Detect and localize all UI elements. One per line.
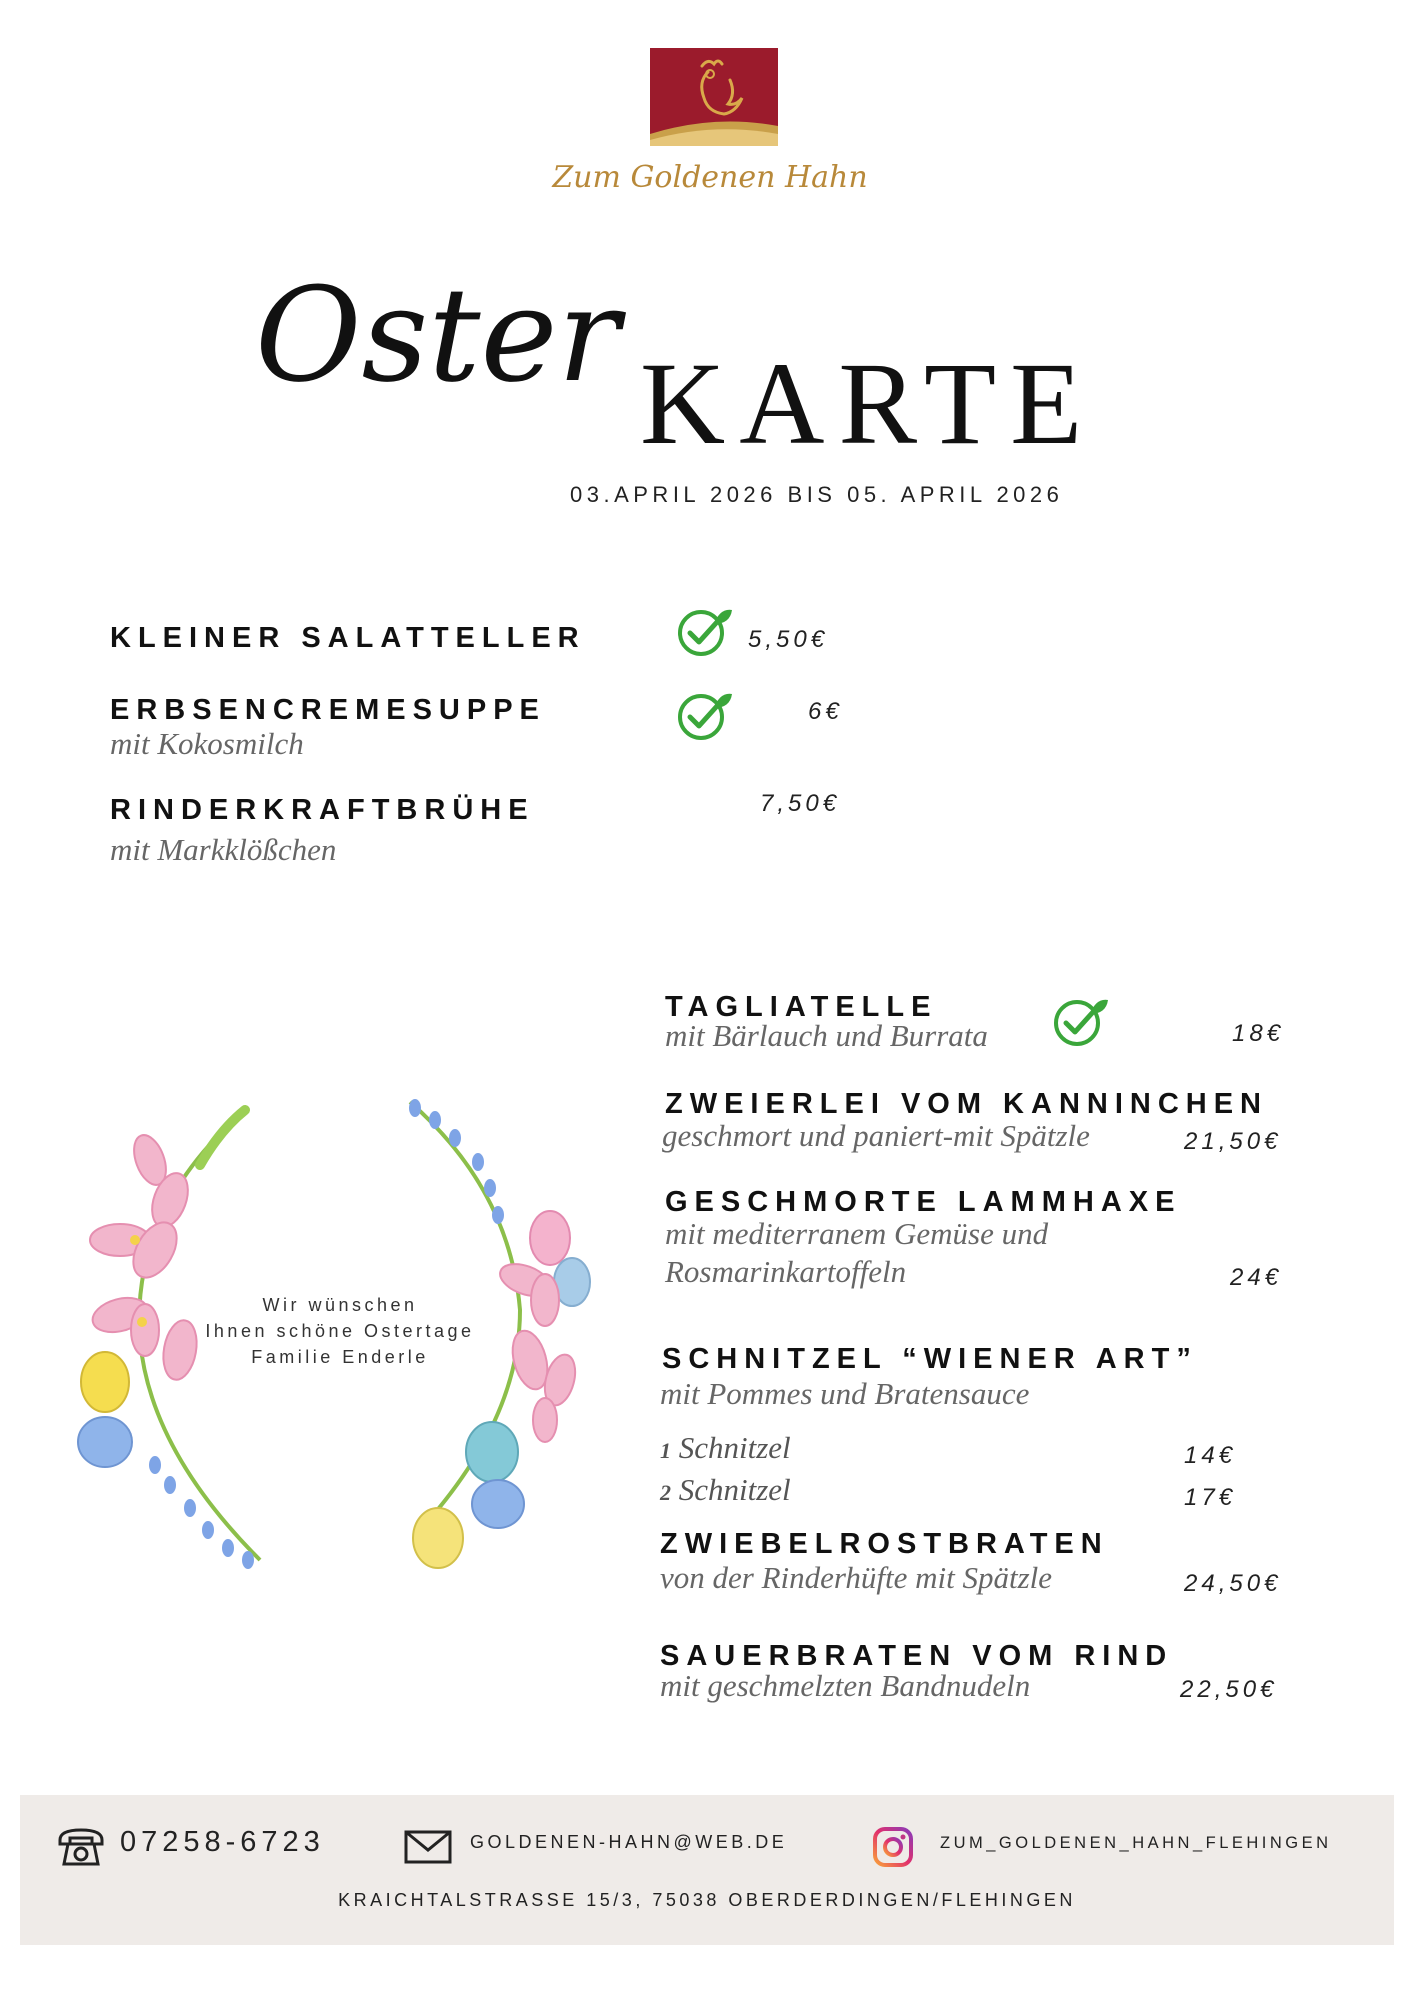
menu-item-description: mit mediterranem Gemüse und xyxy=(665,1216,1049,1251)
menu-option xyxy=(660,1472,791,1508)
menu-item-description: mit Pommes und Bratensauce xyxy=(660,1376,1030,1411)
menu-item-name: GESCHMORTE LAMMHAXE xyxy=(665,1186,1182,1218)
oster-script-title xyxy=(255,260,675,460)
vegetarian-leaf-icon xyxy=(676,606,732,656)
menu-item-description: geschmort und paniert-mit Spätzle xyxy=(662,1118,1090,1153)
menu-item-description: von der Rinderhüfte mit Spätzle xyxy=(660,1560,1053,1595)
instagram-icon xyxy=(872,1826,914,1868)
page-title: KARTE xyxy=(640,338,1097,469)
email-link[interactable]: GOLDENEN-HAHN@WEB.DE xyxy=(470,1832,788,1852)
menu-item-name: ZWEIERLEI VOM KANNINCHEN xyxy=(665,1088,1268,1120)
menu-item-description: mit Bärlauch und Burrata xyxy=(665,1018,988,1053)
oster-script-text: Oster xyxy=(255,260,620,411)
menu-item-name: TAGLIATELLE xyxy=(665,991,938,1023)
footer xyxy=(20,1795,1394,1945)
option-label: Schnitzel xyxy=(678,1472,791,1507)
envelope-icon xyxy=(404,1830,452,1864)
menu-option xyxy=(660,1430,791,1466)
vegetarian-leaf-icon xyxy=(676,690,732,740)
logo-wordmark: Zum Goldenen Hahn xyxy=(552,160,868,195)
menu-item-description: mit Kokosmilch xyxy=(110,726,304,761)
menu-item-price: 5,50€ xyxy=(748,626,829,653)
menu-item-price: 24€ xyxy=(1230,1264,1283,1291)
rooster-logo-icon xyxy=(650,48,778,146)
menu-item-name: KLEINER SALATTELLER xyxy=(110,622,586,654)
phone-icon xyxy=(56,1826,106,1868)
menu-item-description: mit Markklößchen xyxy=(110,832,337,867)
menu-item-name: SAUERBRATEN VOM RIND xyxy=(660,1640,1174,1672)
instagram-handle[interactable]: ZUM_GOLDENEN_HAHN_FLEHINGEN xyxy=(940,1834,1332,1852)
menu-item-name: RINDERKRAFTBRÜHE xyxy=(110,794,535,826)
menu-item-name: SCHNITZEL “WIENER ART” xyxy=(662,1343,1198,1375)
phone-number[interactable]: 07258-6723 xyxy=(120,1826,325,1858)
option-quantity: 2 xyxy=(660,1480,671,1505)
date-range: 03.APRIL 2026 BIS 05. APRIL 2026 xyxy=(570,482,1064,507)
menu-item-name: ERBSENCREMESUPPE xyxy=(110,694,546,726)
menu-item-price: 24,50€ xyxy=(1184,1570,1282,1597)
menu-item-price: 18€ xyxy=(1232,1020,1285,1047)
menu-item-name: ZWIEBELROSTBRATEN xyxy=(660,1528,1109,1560)
menu-item-price: 7,50€ xyxy=(760,790,841,817)
address: KRAICHTALSTRASSE 15/3, 75038 OBERDERDINGEN/FLEHINGEN xyxy=(338,1890,1076,1910)
greeting-line: Wir wünschen xyxy=(262,1295,418,1315)
greeting-line: Familie Enderle xyxy=(251,1347,429,1368)
menu-item-price: 21,50€ xyxy=(1184,1128,1282,1155)
greeting-line: Ihnen schöne Ostertage xyxy=(205,1321,475,1342)
option-quantity: 1 xyxy=(660,1438,671,1463)
option-label: Schnitzel xyxy=(678,1430,791,1465)
menu-item-description: mit geschmelzten Bandnudeln xyxy=(660,1668,1031,1703)
option-price: 14€ xyxy=(1184,1442,1237,1469)
option-price: 17€ xyxy=(1184,1484,1237,1511)
menu-item-price: 22,50€ xyxy=(1180,1676,1278,1703)
greeting-message xyxy=(160,1292,520,1370)
menu-item-description: Rosmarinkartoffeln xyxy=(665,1254,907,1289)
menu-item-price: 6€ xyxy=(808,698,843,725)
logo xyxy=(650,48,778,146)
vegetarian-leaf-icon xyxy=(1052,996,1108,1046)
